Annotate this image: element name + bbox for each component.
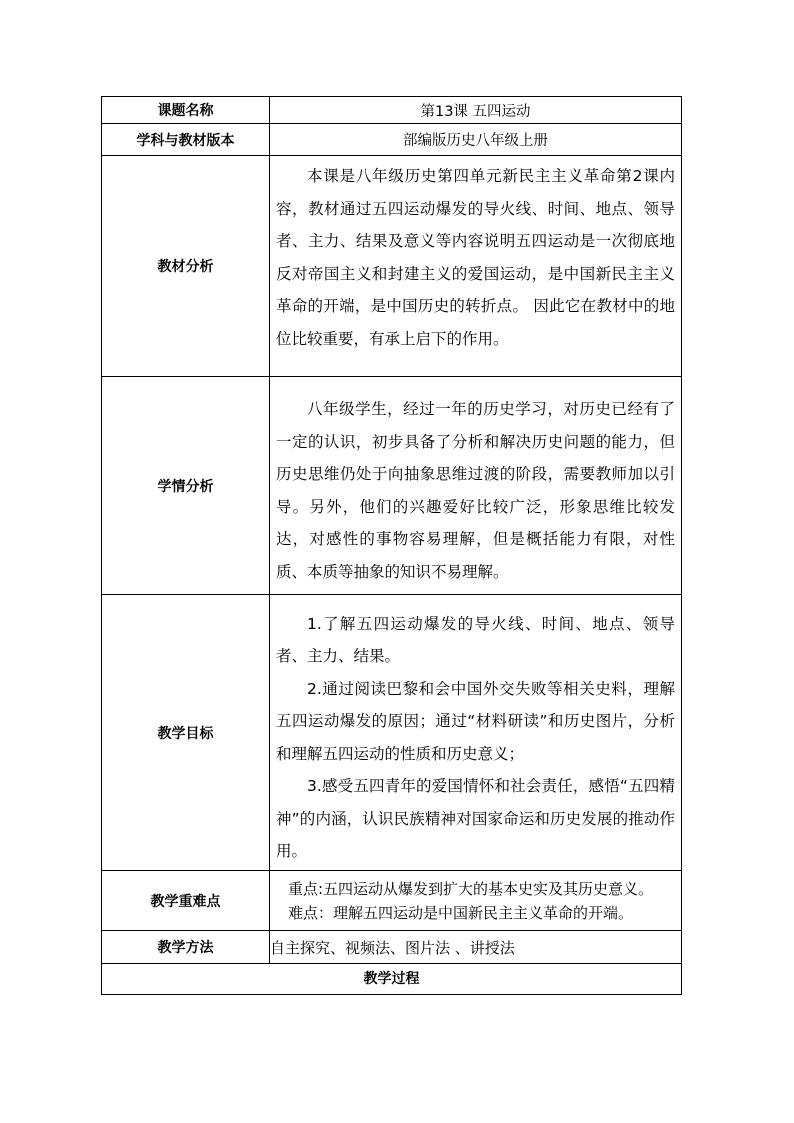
title-value: 第13课 五四运动 xyxy=(270,97,682,124)
keypoints-label: 教学重难点 xyxy=(102,871,270,931)
goals-label: 教学目标 xyxy=(102,595,270,871)
keypoint-difficulty: 难点：理解五四运动是中国新民主主义革命的开端。 xyxy=(288,903,634,922)
row-title xyxy=(102,97,682,124)
row-students xyxy=(102,377,682,595)
row-edition xyxy=(102,124,682,156)
students-cell xyxy=(270,377,682,595)
goal-item: 3.感受五四青年的爱国情怀和社会责任，感悟“五四精神”的内涵，认识民族精神对国家命运和历史发展的推动作用。 xyxy=(276,777,675,860)
process-label: 教学过程 xyxy=(102,964,682,995)
row-keypoints xyxy=(102,871,682,931)
students-label: 学情分析 xyxy=(102,377,270,595)
methods-label: 教学方法 xyxy=(102,931,270,964)
title-label: 课题名称 xyxy=(102,97,270,124)
row-process xyxy=(102,964,682,995)
lesson-plan-table xyxy=(101,96,682,995)
goals-cell xyxy=(270,595,682,871)
edition-label: 学科与教材版本 xyxy=(102,124,270,156)
analysis-text: 本课是八年级历史第四单元新民主主义革命第2课内容，教材通过五四运动爆发的导火线、时间、地点、领导者、主力、结果及意义等内容说明五四运动是一次彻底地反对帝国主义和封建主义的爱国运动，是中国新民主主义革命的开端，是中国历史的转折点。 因此它在教材中的地位比较重要，有承上启下的作用。 xyxy=(276,167,675,348)
analysis-label: 教材分析 xyxy=(102,156,270,377)
methods-value: 自主探究、视频法、图片法 、讲授法 xyxy=(270,931,682,964)
analysis-cell xyxy=(270,156,682,377)
keypoint-focus: 重点:五四运动从爆发到扩大的基本史实及其历史意义。 xyxy=(288,879,654,898)
row-analysis xyxy=(102,156,682,377)
keypoints-cell xyxy=(270,871,682,931)
row-methods xyxy=(102,931,682,964)
goal-item: 2.通过阅读巴黎和会中国外交失败等相关史料，理解五四运动爆发的原因；通过“材料研读”和历史图片，分析和理解五四运动的性质和历史意义； xyxy=(276,679,675,763)
students-text: 八年级学生，经过一年的历史学习，对历史已经有了一定的认识，初步具备了分析和解决历史问题的能力，但历史思维仍处于向抽象思维过渡的阶段，需要教师加以引导。另外，他们的兴趣爱好比较广泛，形象思维比较发达，对感性的事物容易理解，但是概括能力有限，对性质、本质等抽象的知识不易理解。 xyxy=(276,400,675,581)
goal-item: 1.了解五四运动爆发的导火线、时间、地点、领导者、主力、结果。 xyxy=(276,614,675,665)
edition-value: 部编版历史八年级上册 xyxy=(270,124,682,156)
row-goals xyxy=(102,595,682,871)
